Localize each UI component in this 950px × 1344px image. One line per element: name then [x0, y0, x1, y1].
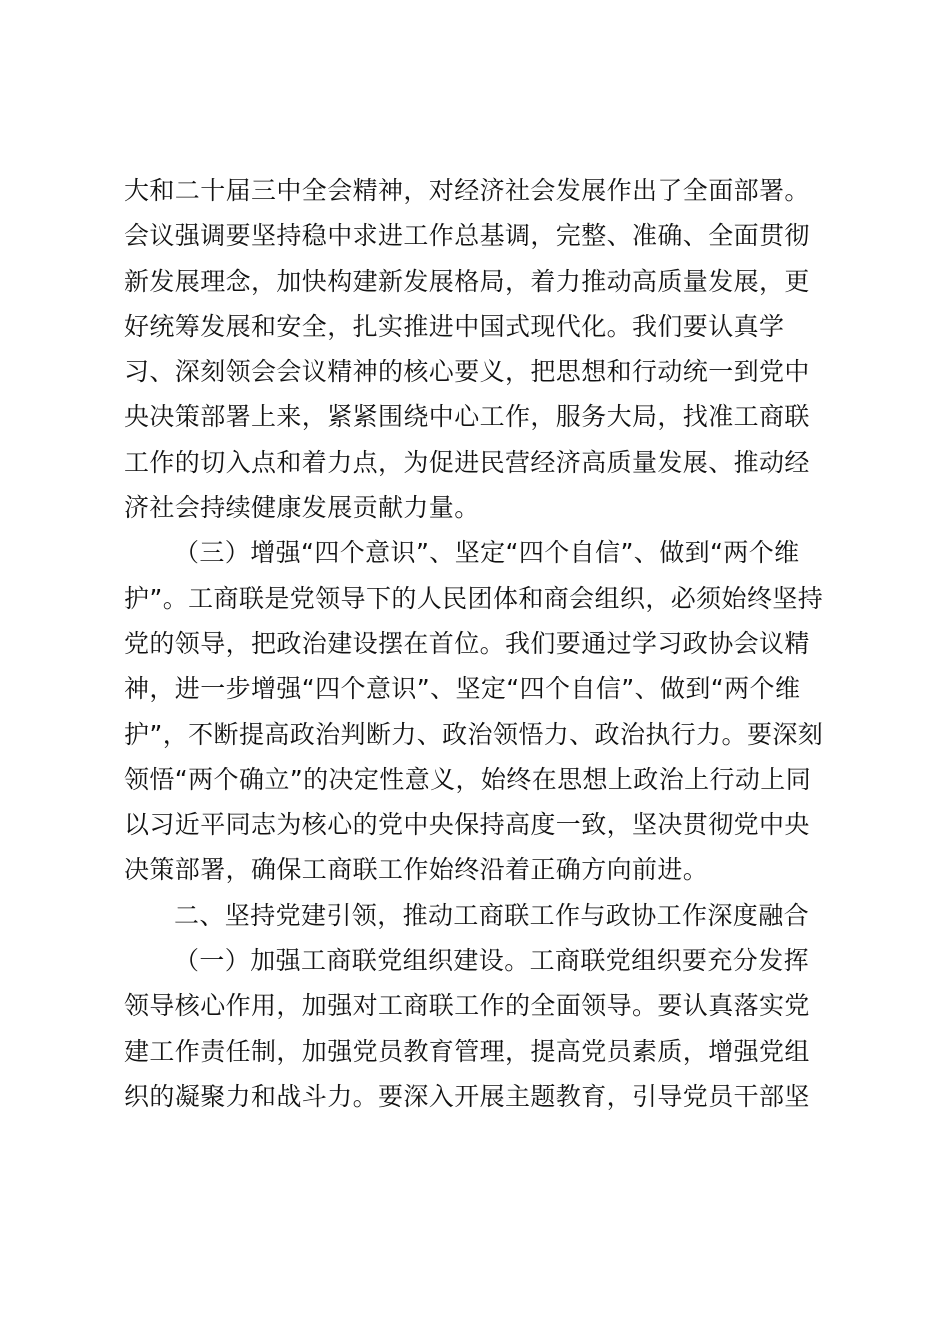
- body-line: 大和二十届三中全会精神，对经济社会发展作出了全面部署。: [124, 176, 810, 205]
- body-line: 决策部署，确保工商联工作始终沿着正确方向前进。: [124, 855, 709, 885]
- section-heading-line: （三）增强“四个意识”、坚定“四个自信”、做到“两个维: [174, 538, 800, 568]
- body-line: 会议强调要坚持稳中求进工作总基调，完整、准确、全面贯彻: [124, 221, 810, 251]
- body-line: 领悟“两个确立”的决定性意义，始终在思想上政治上行动上同: [124, 764, 812, 794]
- body-line: 济社会持续健康发展贡献力量。: [124, 493, 480, 523]
- body-line: 党的领导，把政治建设摆在首位。我们要通过学习政协会议精: [124, 628, 810, 658]
- body-line: 建工作责任制，加强党员教育管理，提高党员素质，增强党组: [124, 1036, 810, 1066]
- chapter-heading-line: 二、坚持党建引领，推动工商联工作与政协工作深度融合: [174, 900, 810, 930]
- section-heading-line: （一）加强工商联党组织建设。工商联党组织要充分发挥: [174, 946, 810, 976]
- body-line: 织的凝聚力和战斗力。要深入开展主题教育，引导党员干部坚: [124, 1081, 810, 1111]
- body-line: 习、深刻领会会议精神的核心要义，把思想和行动统一到党中: [124, 357, 810, 387]
- body-line: 护”，不断提高政治判断力、政治领悟力、政治执行力。要深刻: [124, 719, 824, 749]
- body-line: 央决策部署上来，紧紧围绕中心工作，服务大局，找准工商联: [124, 402, 810, 432]
- body-line: 工作的切入点和着力点，为促进民营经济高质量发展、推动经: [124, 447, 810, 477]
- body-line: 神，进一步增强“四个意识”、坚定“四个自信”、做到“两个维: [124, 674, 801, 704]
- body-line: 好统筹发展和安全，扎实推进中国式现代化。我们要认真学: [124, 311, 785, 341]
- body-line: 以习近平同志为核心的党中央保持高度一致，坚决贯彻党中央: [124, 810, 810, 840]
- body-line: 护”。工商联是党领导下的人民团体和商会组织，必须始终坚持: [124, 583, 824, 613]
- body-line: 新发展理念，加快构建新发展格局，着力推动高质量发展，更: [124, 266, 810, 296]
- body-line: 领导核心作用，加强对工商联工作的全面领导。要认真落实党: [124, 991, 810, 1021]
- document-body: [124, 168, 834, 1119]
